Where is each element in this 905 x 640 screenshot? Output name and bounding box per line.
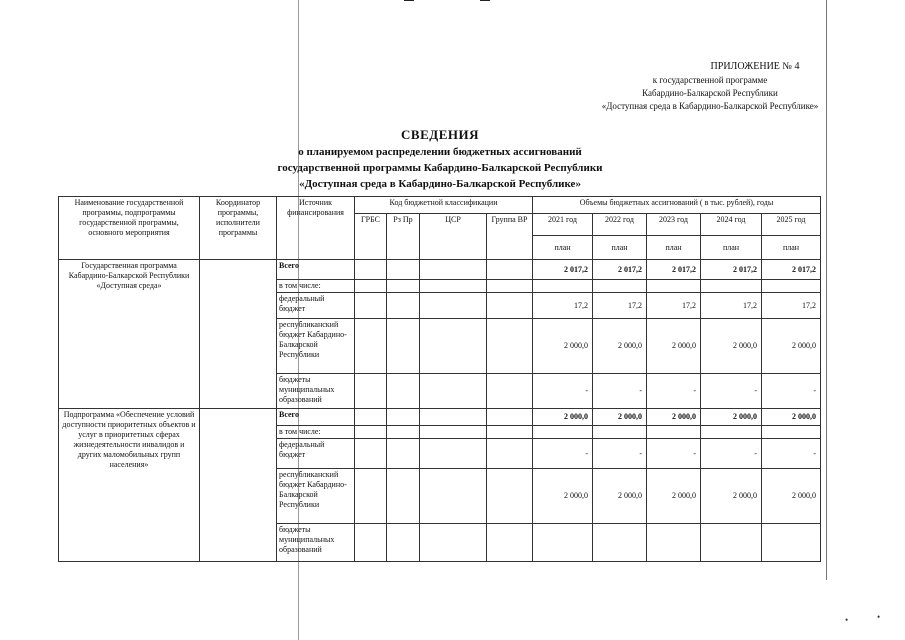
value-cell xyxy=(647,280,701,293)
value-cell: - xyxy=(533,374,593,409)
value-cell xyxy=(593,280,647,293)
table-row xyxy=(59,260,821,280)
value-cell: 2 000,0 xyxy=(533,469,593,524)
value-cell: 17,2 xyxy=(647,293,701,319)
value-cell: 2 017,2 xyxy=(762,260,821,280)
header-year: 2022 год xyxy=(593,214,647,236)
value-cell: - xyxy=(533,439,593,469)
value-cell: 2 000,0 xyxy=(762,319,821,374)
header-plan: план xyxy=(701,236,762,260)
value-cell: 2 000,0 xyxy=(762,409,821,426)
header-source: Источник финансирования xyxy=(277,197,355,260)
value-cell: - xyxy=(647,439,701,469)
header-plan: план xyxy=(762,236,821,260)
value-cell: 2 017,2 xyxy=(701,260,762,280)
program-name: Государственная программа Кабардино-Балкарской Республики «Доступная среда» xyxy=(59,260,200,409)
header-budget-code: Код бюджетной классификации xyxy=(355,197,533,214)
program-coordinator xyxy=(200,260,277,409)
value-cell xyxy=(533,524,593,562)
subprogram-coordinator xyxy=(200,409,277,562)
header-name: Наименование государственной программы, подпрограммы государственной программы, основного мероприятия xyxy=(59,197,200,260)
table-row xyxy=(59,409,821,426)
title-line: о планируемом распределении бюджетных ассигнований xyxy=(298,146,582,158)
value-cell: 2 000,0 xyxy=(533,409,593,426)
header-year: 2024 год xyxy=(701,214,762,236)
title-line: «Доступная среда в Кабардино-Балкарской Республике» xyxy=(299,178,581,190)
value-cell xyxy=(762,524,821,562)
value-cell: 2 000,0 xyxy=(593,409,647,426)
value-cell: - xyxy=(701,374,762,409)
source-cell: республиканский бюджет Кабардино-Балкарской Республики xyxy=(277,469,355,524)
value-cell: 2 000,0 xyxy=(647,409,701,426)
appendix-line: «Доступная среда в Кабардино-Балкарской Республике» xyxy=(601,101,819,111)
header-year: 2025 год xyxy=(762,214,821,236)
header-year: 2021 год xyxy=(533,214,593,236)
value-cell xyxy=(533,280,593,293)
value-cell: 2 017,2 xyxy=(647,260,701,280)
source-cell: в том числе: xyxy=(277,426,355,439)
header-volumes: Объемы бюджетных ассигнований ( в тыс. рублей), годы xyxy=(533,197,821,214)
source-cell: бюджеты муниципальных образований xyxy=(277,524,355,562)
header-vr-group: Группа ВР xyxy=(487,214,533,260)
scan-top-mark xyxy=(480,0,490,1)
subprogram-name: Подпрограмма «Обеспечение условий доступности приоритетных объектов и услуг в приоритетных сферах жизнедеятельности инвалидов и других маломобильных групп населения» xyxy=(59,409,200,562)
value-cell xyxy=(701,524,762,562)
value-cell xyxy=(533,426,593,439)
title-main: СВЕДЕНИЯ xyxy=(401,127,479,142)
value-cell xyxy=(593,524,647,562)
source-cell: республиканский бюджет Кабардино-Балкарской Республики xyxy=(277,319,355,374)
value-cell: 2 000,0 xyxy=(533,319,593,374)
value-cell: 2 000,0 xyxy=(701,319,762,374)
value-cell: 2 000,0 xyxy=(593,469,647,524)
value-cell: - xyxy=(701,439,762,469)
header-plan: план xyxy=(647,236,701,260)
value-cell: - xyxy=(762,439,821,469)
value-cell xyxy=(647,426,701,439)
value-cell: 2 000,0 xyxy=(647,469,701,524)
appendix-header xyxy=(560,60,860,113)
source-cell: Всего xyxy=(277,260,355,280)
appendix-number: ПРИЛОЖЕНИЕ № 4 xyxy=(710,61,800,72)
source-cell: федеральный бюджет xyxy=(277,439,355,469)
scan-corner-mark: • xyxy=(845,615,849,625)
value-cell: - xyxy=(593,374,647,409)
header-grbs: ГРБС xyxy=(355,214,387,260)
value-cell xyxy=(647,524,701,562)
source-cell: федеральный бюджет xyxy=(277,293,355,319)
value-cell: 17,2 xyxy=(593,293,647,319)
value-cell: - xyxy=(593,439,647,469)
value-cell: 2 000,0 xyxy=(762,469,821,524)
value-cell: 2 017,2 xyxy=(533,260,593,280)
source-cell: бюджеты муниципальных образований xyxy=(277,374,355,409)
budget-table xyxy=(58,196,821,562)
document-title xyxy=(200,127,680,192)
scan-corner-mark: • xyxy=(877,612,881,622)
header-coordinator: Координатор программы, исполнители программы xyxy=(200,197,277,260)
appendix-line: Кабардино-Балкарской Республики xyxy=(642,88,778,98)
source-cell: в том числе: xyxy=(277,280,355,293)
value-cell xyxy=(762,426,821,439)
value-cell: 2 000,0 xyxy=(701,409,762,426)
scan-top-mark xyxy=(404,0,414,1)
source-cell: Всего xyxy=(277,409,355,426)
header-plan: план xyxy=(533,236,593,260)
header-plan: план xyxy=(593,236,647,260)
value-cell: - xyxy=(762,374,821,409)
value-cell: 2 017,2 xyxy=(593,260,647,280)
value-cell: 2 000,0 xyxy=(593,319,647,374)
value-cell xyxy=(762,280,821,293)
value-cell: 17,2 xyxy=(701,293,762,319)
value-cell: 2 000,0 xyxy=(647,319,701,374)
value-cell: 2 000,0 xyxy=(701,469,762,524)
header-csr: ЦСР xyxy=(420,214,487,260)
value-cell xyxy=(701,426,762,439)
value-cell: 17,2 xyxy=(762,293,821,319)
value-cell: 17,2 xyxy=(533,293,593,319)
value-cell: - xyxy=(647,374,701,409)
value-cell xyxy=(593,426,647,439)
appendix-line: к государственной программе xyxy=(652,75,768,85)
value-cell xyxy=(701,280,762,293)
header-year: 2023 год xyxy=(647,214,701,236)
title-line: государственной программы Кабардино-Балкарской Республики xyxy=(277,162,603,174)
header-rzpr: Рз Пр xyxy=(387,214,420,260)
